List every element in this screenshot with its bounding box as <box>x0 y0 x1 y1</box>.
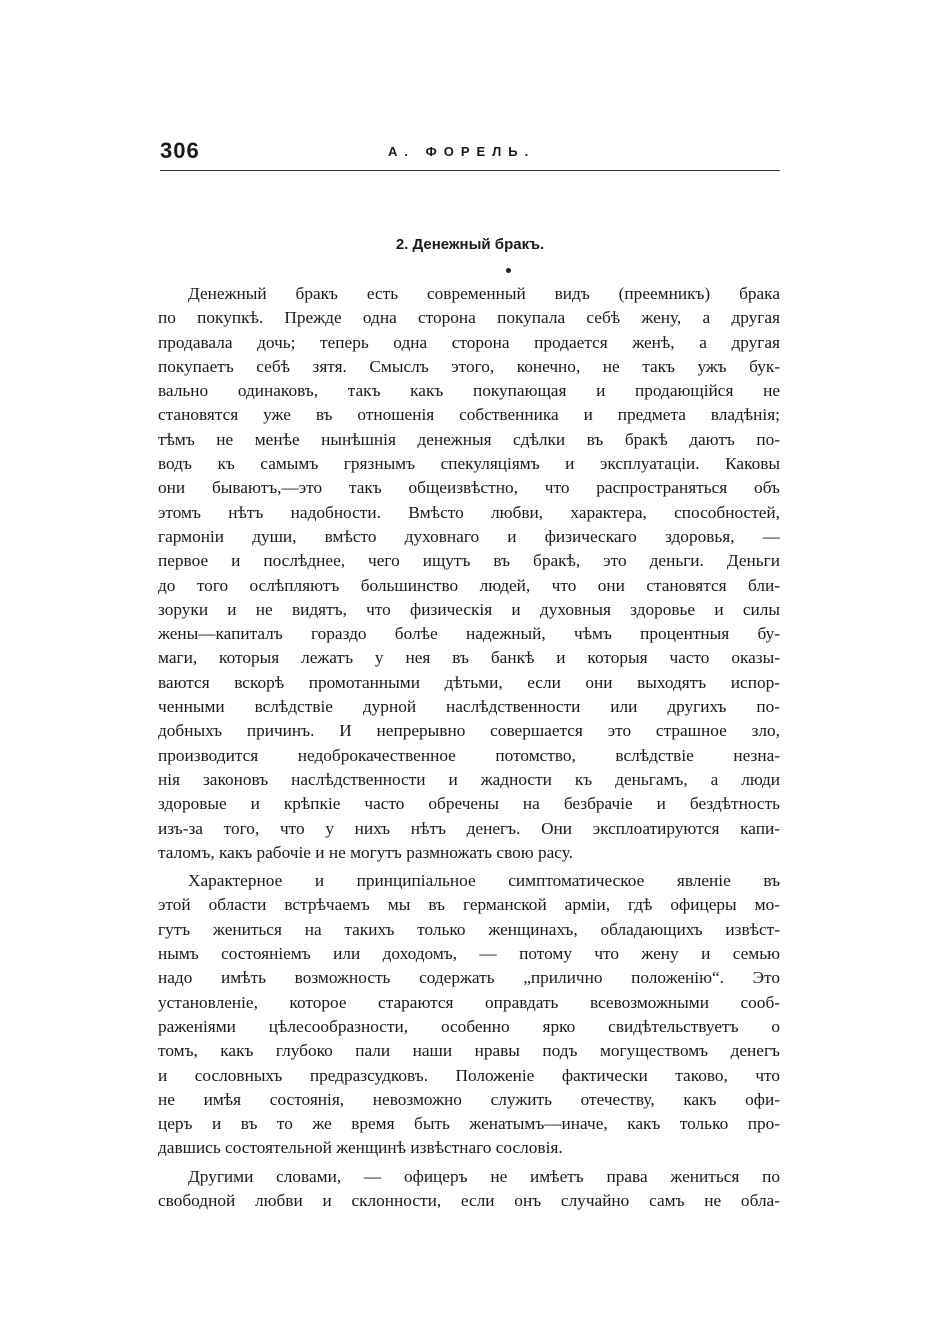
text-line: становятся уже въ отношенія собственника и предмета владѣнія; <box>158 405 780 425</box>
text-line: раженіями цѣлесообразности, особенно ярко свидѣтельствуетъ о <box>158 1016 780 1036</box>
text-line: они бываютъ,—это такъ общеизвѣстно, что распространяться объ <box>158 478 780 498</box>
text-line: церъ и въ то же время быть женатымъ—иначе, какъ только про- <box>158 1114 780 1134</box>
text-line: зоруки и не видятъ, что физическія и духовныя здоровье и силы <box>158 599 780 619</box>
text-line: не имѣя состоянія, невозможно служить отечеству, какъ офи- <box>158 1089 780 1109</box>
text-line: Другими словами, — офицеръ не имѣетъ права жениться по <box>188 1166 780 1186</box>
text-line: нымъ состояніемъ или доходомъ, — потому что жену и семью <box>158 944 780 964</box>
text-line: тѣмъ не менѣе нынѣшнія денежныя сдѣлки въ бракѣ даютъ по- <box>158 429 780 449</box>
text-line: этомъ нѣтъ надобности. Вмѣсто любви, характера, способностей, <box>158 502 780 522</box>
text-line: жены—капиталъ гораздо болѣе надежный, чѣмъ процентныя бу- <box>158 624 780 644</box>
text-line: свободной любви и склонности, если онъ случайно самъ не обла- <box>158 1190 780 1210</box>
text-line: гутъ жениться на такихъ только женщинахъ, обладающихъ извѣст- <box>158 919 780 939</box>
text-line: нія законовъ наслѣдственности и жадности къ деньгамъ, а люди <box>158 769 780 789</box>
text-line: по покупкѣ. Прежде одна сторона покупала себѣ жену, а другая <box>158 308 780 328</box>
ornament-dot <box>506 268 511 273</box>
text-line: давшись состоятельной женщинѣ извѣстнаго сословія. <box>158 1138 563 1158</box>
text-line: добныхъ причинъ. И непрерывно совершается это страшное зло, <box>158 721 780 741</box>
paragraph <box>158 1165 780 1214</box>
text-line: продавала дочь; теперь одна сторона продается женѣ, а другая <box>158 332 780 352</box>
text-line: маги, которыя лежатъ у нея въ банкѣ и которыя часто оказы- <box>158 648 780 668</box>
text-line: ченными вслѣдствіе дурной наслѣдственности или другихъ по- <box>158 697 780 717</box>
body-text <box>158 282 780 1213</box>
text-line: Денежный бракъ есть современный видъ (преемникъ) брака <box>188 284 780 303</box>
text-line: таломъ, какъ рабочіе и не могутъ размножать свою расу. <box>158 842 573 862</box>
text-line: здоровые и крѣпкіе часто обречены на безбрачіе и бездѣтность <box>158 794 780 814</box>
running-head: А. ФОРЕЛЬ. <box>388 144 536 159</box>
text-line: первое и послѣднее, чего ищутъ въ бракѣ, это деньги. Деньги <box>158 551 780 571</box>
paragraph <box>158 282 780 865</box>
text-line: водъ къ самымъ грязнымъ спекуляціямъ и эксплуатаціи. Каковы <box>158 454 780 474</box>
text-line: вально одинаковъ, такъ какъ покупающая и продающійся не <box>158 381 780 401</box>
text-line: и сословныхъ предразсудковъ. Положеніе фактически таково, что <box>158 1065 780 1085</box>
text-line: томъ, какъ глубоко пали наши нравы подъ могуществомъ денегъ <box>158 1041 780 1061</box>
text-line: гармоніи души, вмѣсто духовнаго и физическаго здоровья, — <box>158 526 780 546</box>
text-line: изъ-за того, что у нихъ нѣтъ денегъ. Они эксплоатируются капи- <box>158 818 780 838</box>
text-line: производится недоброкачественное потомство, вслѣдствіе незна- <box>158 745 780 765</box>
page-header <box>160 138 780 168</box>
text-line: покупаетъ себѣ зятя. Смыслъ этого, конечно, не такъ ужъ бук- <box>158 356 780 376</box>
page-number: 306 <box>160 138 200 163</box>
section-title: 2. Денежный бракъ. <box>395 236 545 253</box>
text-line: установленіе, которое стараются оправдать всевозможными сооб- <box>158 992 780 1012</box>
text-line: этой области встрѣчаемъ мы въ германской арміи, гдѣ офицеры мо- <box>158 895 780 915</box>
text-line: ваются вскорѣ промотанными дѣтьми, если они выходятъ испор- <box>158 672 780 692</box>
text-line: Характерное и принципіальное симптоматическое явленіе въ <box>188 871 780 891</box>
paragraph <box>158 869 780 1161</box>
header-rule <box>160 170 780 171</box>
text-line: до того ослѣпляютъ большинство людей, что они становятся бли- <box>158 575 780 595</box>
text-line: надо имѣть возможность содержать „прилично положенію“. Это <box>158 968 780 988</box>
